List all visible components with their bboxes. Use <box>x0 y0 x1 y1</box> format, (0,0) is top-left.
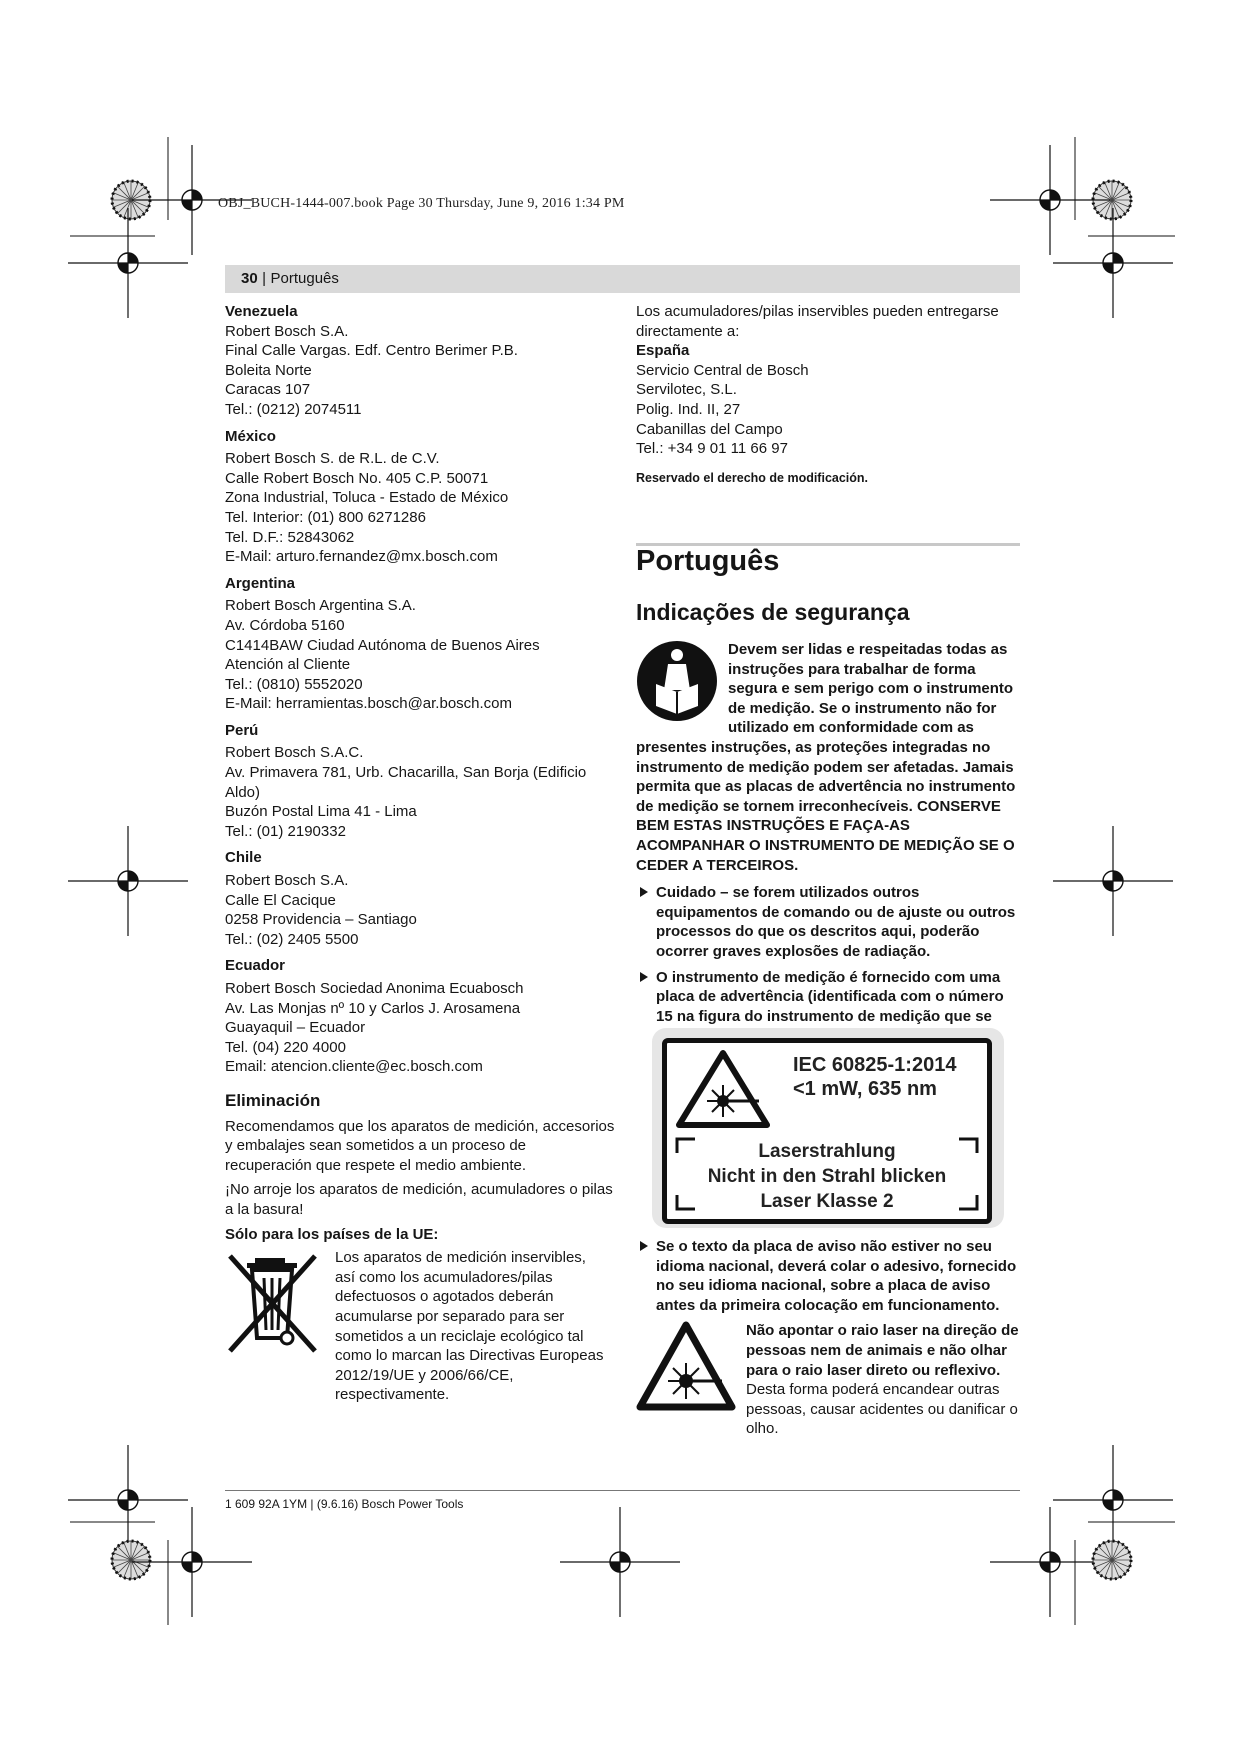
page-header-bar <box>225 265 1020 293</box>
elimination-heading: Eliminación <box>225 1090 321 1110</box>
section-title: Português <box>636 545 780 577</box>
safety-intro: Devem ser lidas e respeitadas todas as instruções para trabalhar de forma segura e sem perigo com o instrumento de medição. Se o instrumento não for utilizado em conformidade com as presentes instruções, as proteções integradas no instrumento de medição podem ser afetadas. Jamais permita que as placas de advertência no instrumento de medição se tornem irreconhecíveis. CONSERVE BEM ESTAS INSTRUÇÕES E FAÇA-AS ACOMPANHAR O INSTRUMENTO DE MEDIÇÃO SE O CEDER A TERCEIROS. <box>636 641 1016 874</box>
elimination-paragraph-1: Recomendamos que los aparatos de medición, accesorios y embalajes sean sometidos a un proceso de recuperación que respete el medio ambiente. <box>225 1117 615 1174</box>
bullet-arrow-icon <box>640 1241 648 1251</box>
contact-line: Caracas 107 <box>225 381 311 399</box>
contact-line: Robert Bosch S.A. <box>225 322 349 340</box>
left-column <box>225 302 615 1405</box>
label-standard: IEC 60825-1:2014 <box>793 1054 957 1076</box>
elimination-paragraph-2: ¡No arroje los aparatos de medición, acumuladores o pilas a la basura! <box>225 1181 613 1218</box>
contact-line: Tel. Interior: (01) 800 6271286 <box>225 508 426 526</box>
right-column-top <box>636 302 1020 488</box>
contact-line: Av. Las Monjas nº 10 y Carlos J. Arosamena <box>225 999 521 1017</box>
contact-block <box>225 574 615 714</box>
contact-line: Av. Primavera 781, Urb. Chacarilla, San Borja (Edificio Aldo) <box>225 764 587 801</box>
contact-line: E-Mail: arturo.fernandez@mx.bosch.com <box>225 548 498 566</box>
contact-line: Zona Industrial, Toluca - Estado de México <box>225 489 509 507</box>
laser-warning-text: Não apontar o raio laser na direção de pessoas nem de animais e não olhar para o raio laser direto ou reflexivo. Desta forma poderá encandear outras pessoas, causar acidentes ou danificar o olho. <box>746 1322 1019 1438</box>
bullet-item: Se o texto da placa de aviso não estiver no seu idioma nacional, deverá colar o adesivo, fornecido no seu idioma nacional, sobre a placa de aviso antes da primeira colocação em funcionamento. <box>636 1237 1020 1315</box>
contact-line: Final Calle Vargas. Edf. Centro Berimer P.B. <box>225 342 518 360</box>
contact-list <box>225 302 615 1077</box>
reserved-rights: Reservado el derecho de modificación. <box>636 470 869 485</box>
contact-line: Robert Bosch S.A.C. <box>225 744 364 762</box>
footer-rule <box>225 1490 1020 1491</box>
contact-country: Argentina <box>225 574 296 592</box>
laser-warning-block <box>636 1321 1020 1439</box>
contact-block <box>225 848 615 949</box>
contact-line: Av. Córdoba 5160 <box>225 616 345 634</box>
right-column-bottom <box>636 1237 1020 1439</box>
header-language: Português <box>270 270 339 287</box>
contact-line: E-Mail: herramientas.bosch@ar.bosch.com <box>225 695 513 713</box>
contact-line: Calle El Cacique <box>225 891 336 909</box>
contact-line: Polig. Ind. II, 27 <box>636 400 741 418</box>
contact-line: Guayaquil – Ecuador <box>225 1019 366 1037</box>
contact-country: México <box>225 427 276 445</box>
label-line-2: Nicht in den Strahl blicken <box>707 1166 947 1187</box>
read-manual-icon <box>636 640 718 722</box>
label-line-3: Laser Klasse 2 <box>760 1191 894 1212</box>
contact-country: Perú <box>225 721 259 739</box>
laser-warning-label <box>652 1028 1004 1228</box>
footer-text: 1 609 92A 1YM | (9.6.16) Bosch Power Tools <box>225 1497 464 1511</box>
print-info-line: OBJ_BUCH-1444-007.book Page 30 Thursday, June 9, 2016 1:34 PM <box>218 196 625 211</box>
bullet-item: O instrumento de medição é fornecido com uma placa de advertência (identificada com o número 15 na figura do instrumento de medição que se <box>636 968 1020 1046</box>
contact-line: Tel. D.F.: 52843062 <box>225 528 355 546</box>
contact-line: Tel.: (0810) 5552020 <box>225 675 363 693</box>
contact-line: Boleita Norte <box>225 361 312 379</box>
contact-line: Tel.: (0212) 2074511 <box>225 400 362 418</box>
contact-line: C1414BAW Ciudad Autónoma de Buenos Aires <box>225 636 540 654</box>
contact-line: Calle Robert Bosch No. 405 C.P. 50071 <box>225 469 489 487</box>
contact-country: Ecuador <box>225 957 286 975</box>
page-number: 30 <box>241 270 258 287</box>
contact-line: Buzón Postal Lima 41 - Lima <box>225 803 417 821</box>
bullet-arrow-icon <box>640 887 648 897</box>
contact-block <box>225 427 615 567</box>
contact-block <box>225 302 615 420</box>
spain-contact-lines <box>636 361 1020 459</box>
bullet-item: Cuidado – se forem utilizados outros equipamentos de comando ou de ajuste ou outros processos do que os descritos aqui, poderão ocorrer graves explosões de radiação. <box>636 883 1020 961</box>
label-power: <1 mW, 635 nm <box>793 1078 937 1100</box>
laser-warning-triangle-icon <box>675 1049 771 1129</box>
label-line-1: Laserstrahlung <box>758 1141 896 1162</box>
contact-line: Servicio Central de Bosch <box>636 361 809 379</box>
laser-radiation-icon <box>636 1321 736 1413</box>
eu-heading: Sólo para los países de la UE: <box>225 1225 439 1243</box>
bullet-arrow-icon <box>640 972 648 982</box>
contact-line: Cabanillas del Campo <box>636 420 783 438</box>
contact-country-spain: España <box>636 342 690 360</box>
contact-line: Robert Bosch S. de R.L. de C.V. <box>225 450 440 468</box>
eu-disposal-block <box>225 1248 615 1405</box>
contact-line: Email: atencion.cliente@ec.bosch.com <box>225 1058 483 1076</box>
contact-line: Tel. (04) 220 4000 <box>225 1038 346 1056</box>
eu-disposal-text: Los aparatos de medición inservibles, así como los acumuladores/pilas defectuosos o agotados deberán acumularse por separado para ser sometidos a un reciclaje ecológico tal como lo marcan las Directivas Europeas 2012/19/UE y 2006/66/CE, respectivamente. <box>335 1249 604 1404</box>
contact-line: Servilotec, S.L. <box>636 381 737 399</box>
contact-line: Tel.: +34 9 01 11 66 97 <box>636 440 788 458</box>
right-column-safety <box>636 640 1020 1052</box>
contact-country: Venezuela <box>225 303 298 320</box>
battery-return-intro: Los acumuladores/pilas inservibles pueden entregarse directamente a: <box>636 303 999 340</box>
contact-country: Chile <box>225 849 262 867</box>
contact-block <box>225 956 615 1077</box>
contact-line: Atención al Cliente <box>225 656 351 674</box>
contact-block <box>225 721 615 842</box>
crossed-bin-icon <box>225 1248 325 1358</box>
contact-line: Robert Bosch Argentina S.A. <box>225 597 416 615</box>
contact-line: Tel.: (01) 2190332 <box>225 822 346 840</box>
header-separator: | <box>262 270 267 287</box>
contact-line: Tel.: (02) 2405 5500 <box>225 930 359 948</box>
contact-line: 0258 Providencia – Santiago <box>225 911 417 929</box>
contact-line: Robert Bosch S.A. <box>225 872 349 890</box>
safety-title: Indicações de segurança <box>636 599 910 625</box>
contact-line: Robert Bosch Sociedad Anonima Ecuabosch <box>225 980 524 997</box>
